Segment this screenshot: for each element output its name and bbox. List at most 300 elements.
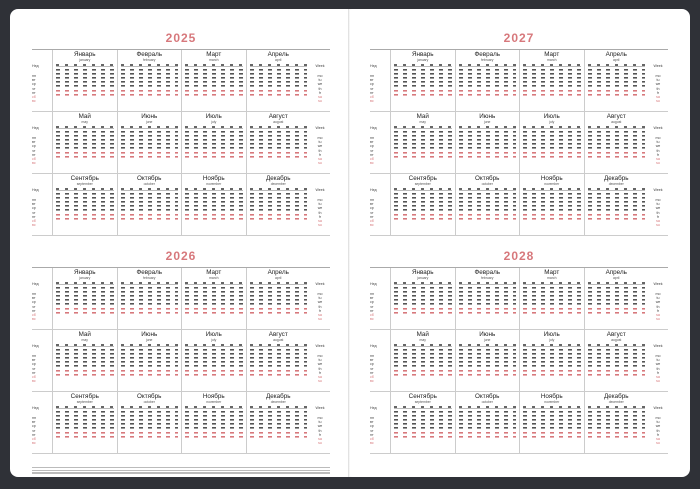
month-cell	[455, 330, 520, 391]
weekday-label: ср	[32, 206, 36, 211]
weekday-label: вс	[32, 223, 36, 228]
weekday-label: sa	[656, 437, 660, 442]
weekday-label: пн	[370, 198, 374, 202]
week-label: Нед	[32, 126, 39, 130]
weekday-label: вт	[370, 358, 374, 363]
month-cell	[246, 174, 311, 235]
month-name: Ноябрь	[540, 393, 563, 400]
month-name-en: february	[143, 58, 156, 62]
month-name: Июль	[543, 331, 560, 338]
month-cell	[584, 330, 649, 391]
month-name-en: june	[484, 120, 491, 124]
weekday-label: tu	[656, 358, 660, 363]
month-name-en: july	[211, 338, 217, 342]
month-name: Октябрь	[475, 393, 500, 400]
weekday-labels-en	[648, 112, 668, 173]
weekday-label: fr	[656, 432, 660, 437]
month-cell	[455, 392, 520, 453]
month-name: Август	[268, 331, 288, 338]
weekday-labels-ru	[370, 268, 390, 329]
weekday-label: пн	[370, 416, 374, 420]
weekday-label: sa	[656, 157, 660, 162]
weekday-label: fr	[656, 308, 660, 313]
weekday-label: сб	[32, 437, 36, 442]
weekday-label: we	[317, 206, 323, 211]
weekday-label: sa	[656, 95, 660, 100]
month-name-en: november	[544, 400, 560, 404]
weekday-labels-ru	[370, 392, 390, 453]
month-cell	[584, 112, 649, 173]
month-cell	[584, 268, 649, 329]
weekday-label: ср	[370, 300, 374, 305]
weekday-label: сб	[32, 95, 36, 100]
weekday-label: su	[656, 161, 660, 166]
quarter-row	[32, 268, 330, 330]
quarter-row	[370, 112, 668, 174]
weekday-label: mo	[317, 136, 323, 140]
weekday-label: th	[656, 366, 660, 371]
weekday-label: ср	[370, 144, 374, 149]
week-label: Week	[653, 282, 663, 286]
weekday-label: вт	[370, 140, 374, 145]
year-title: 2025	[165, 31, 197, 45]
quarter-row	[32, 112, 330, 174]
month-cell	[52, 50, 117, 111]
month-name: Февраль	[136, 51, 163, 58]
weekday-label: чт	[32, 366, 36, 371]
month-name: Март	[544, 269, 560, 276]
weekday-label: we	[317, 362, 323, 367]
month-name-en: january	[79, 58, 91, 62]
weekday-label: fr	[318, 432, 322, 437]
month-name: Февраль	[474, 269, 501, 276]
weekday-label: вс	[32, 161, 36, 166]
month-name: Сентябрь	[408, 175, 437, 182]
weekday-labels-ru	[32, 112, 52, 173]
weekday-label: вт	[32, 140, 36, 145]
month-cell	[455, 112, 520, 173]
weekday-label: mo	[317, 354, 323, 358]
month-cell	[390, 112, 455, 173]
weekday-label: mo	[655, 354, 661, 358]
week-label: Week	[653, 64, 663, 68]
month-name: Июнь	[141, 113, 158, 120]
weekday-label: th	[656, 148, 660, 153]
month-cell	[584, 174, 649, 235]
month-cell	[117, 392, 182, 453]
weekday-label: we	[655, 144, 661, 149]
month-name: Сентябрь	[408, 393, 437, 400]
month-cell	[519, 268, 584, 329]
month-name-en: october	[143, 182, 155, 186]
month-name: Апрель	[267, 51, 289, 58]
week-label: Нед	[370, 344, 377, 348]
weekday-label: сб	[370, 375, 374, 380]
weekday-label: su	[656, 441, 660, 446]
calendar-grid	[370, 49, 668, 236]
weekday-label: su	[318, 441, 322, 446]
weekday-labels-en	[310, 174, 330, 235]
month-name: Март	[544, 51, 560, 58]
month-name-en: january	[417, 276, 429, 280]
month-cell	[390, 392, 455, 453]
month-name: Июнь	[141, 331, 158, 338]
month-name-en: july	[211, 120, 217, 124]
weekday-label: сб	[32, 375, 36, 380]
month-name: Апрель	[605, 269, 627, 276]
footnote	[32, 467, 330, 475]
month-name-en: august	[273, 120, 284, 124]
year-title: 2026	[165, 249, 197, 263]
weekday-label: вс	[370, 441, 374, 446]
weekday-label: пн	[370, 354, 374, 358]
month-name-en: october	[481, 400, 493, 404]
month-cell	[455, 50, 520, 111]
weekday-labels-ru	[370, 174, 390, 235]
month-cell	[246, 112, 311, 173]
month-cell	[181, 268, 246, 329]
week-label: Week	[315, 188, 325, 192]
weekday-label: пт	[32, 90, 36, 95]
weekday-label: su	[656, 223, 660, 228]
weekday-label: su	[318, 99, 322, 104]
weekday-label: пн	[370, 136, 374, 140]
month-name-en: may	[81, 120, 88, 124]
weekday-label: пт	[32, 308, 36, 313]
weekday-label: чт	[370, 148, 374, 153]
week-label: Нед	[370, 282, 377, 286]
weekday-label: сб	[32, 219, 36, 224]
quarter-row	[370, 330, 668, 392]
month-name: Декабрь	[265, 175, 291, 182]
weekday-label: sa	[318, 375, 322, 380]
weekday-label: th	[656, 304, 660, 309]
weekday-label: чт	[370, 86, 374, 91]
weekday-label: tu	[318, 140, 322, 145]
weekday-label: th	[318, 210, 322, 215]
month-name: Декабрь	[265, 393, 291, 400]
month-name-en: december	[270, 400, 286, 404]
weekday-labels-ru	[32, 330, 52, 391]
weekday-label: ср	[370, 424, 374, 429]
weekday-label: сб	[370, 95, 374, 100]
weekday-label: su	[656, 317, 660, 322]
month-name-en: february	[143, 276, 156, 280]
month-name-en: november	[206, 182, 222, 186]
month-name: Январь	[411, 269, 434, 276]
weekday-label: пт	[32, 214, 36, 219]
calendar-grid	[370, 267, 668, 454]
weekday-labels-en	[310, 268, 330, 329]
weekday-label: ср	[32, 144, 36, 149]
weekday-label: tu	[318, 202, 322, 207]
month-cell	[117, 330, 182, 391]
weekday-label: we	[317, 144, 323, 149]
weekday-label: su	[656, 99, 660, 104]
weekday-label: пн	[32, 292, 36, 296]
weekday-label: пт	[32, 370, 36, 375]
year-block-2028	[370, 249, 668, 453]
month-name: Июнь	[479, 113, 496, 120]
month-name-en: april	[275, 58, 282, 62]
weekday-label: ср	[32, 82, 36, 87]
weekday-label: сб	[370, 437, 374, 442]
weekday-label: sa	[656, 313, 660, 318]
weekday-label: пн	[32, 354, 36, 358]
weekday-labels-en	[648, 174, 668, 235]
week-label: Нед	[32, 188, 39, 192]
month-name: Июль	[205, 113, 222, 120]
month-name-en: april	[613, 58, 620, 62]
weekday-label: ср	[32, 424, 36, 429]
quarter-row	[370, 392, 668, 454]
week-label: Week	[653, 188, 663, 192]
weekday-label: tu	[318, 296, 322, 301]
month-name: Август	[268, 113, 288, 120]
calendar-grid	[32, 49, 330, 236]
weekday-label: чт	[32, 304, 36, 309]
month-name: Январь	[73, 269, 96, 276]
month-name-en: september	[414, 182, 431, 186]
weekday-label: вт	[370, 78, 374, 83]
weekday-labels-en	[310, 112, 330, 173]
month-name: Май	[78, 113, 91, 120]
weekday-label: вс	[370, 99, 374, 104]
weekday-label: вт	[32, 296, 36, 301]
month-name: Февраль	[136, 269, 163, 276]
weekday-label: вс	[370, 379, 374, 384]
weekday-labels-ru	[32, 392, 52, 453]
weekday-labels-ru	[370, 330, 390, 391]
weekday-label: th	[656, 86, 660, 91]
calendar-grid	[32, 267, 330, 454]
weekday-label: mo	[655, 198, 661, 202]
weekday-label: tu	[318, 358, 322, 363]
month-cell	[584, 392, 649, 453]
month-cell	[246, 50, 311, 111]
weekday-label: вс	[32, 99, 36, 104]
month-cell	[52, 174, 117, 235]
weekday-label: fr	[656, 152, 660, 157]
weekday-label: tu	[656, 296, 660, 301]
month-name-en: august	[611, 120, 622, 124]
weekday-label: mo	[655, 416, 661, 420]
month-name-en: december	[608, 400, 624, 404]
week-label: Week	[315, 126, 325, 130]
weekday-label: вс	[32, 441, 36, 446]
weekday-label: th	[318, 366, 322, 371]
quarter-row	[32, 50, 330, 112]
weekday-label: we	[317, 424, 323, 429]
month-name-en: august	[273, 338, 284, 342]
week-label: Нед	[32, 64, 39, 68]
weekday-label: fr	[656, 214, 660, 219]
month-name: Январь	[411, 51, 434, 58]
weekday-labels-en	[648, 50, 668, 111]
month-cell	[455, 268, 520, 329]
weekday-label: чт	[32, 428, 36, 433]
weekday-labels-ru	[370, 112, 390, 173]
weekday-label: mo	[317, 416, 323, 420]
weekday-label: fr	[656, 90, 660, 95]
month-cell	[246, 392, 311, 453]
weekday-label: чт	[370, 428, 374, 433]
weekday-label: fr	[656, 370, 660, 375]
weekday-label: вт	[370, 296, 374, 301]
quarter-row	[370, 174, 668, 236]
weekday-labels-en	[310, 392, 330, 453]
month-name: Октябрь	[475, 175, 500, 182]
weekday-label: сб	[32, 313, 36, 318]
weekday-label: sa	[656, 375, 660, 380]
weekday-labels-en	[648, 330, 668, 391]
month-name: Март	[206, 51, 222, 58]
month-cell	[519, 112, 584, 173]
weekday-label: пт	[370, 432, 374, 437]
week-label: Week	[315, 406, 325, 410]
weekday-label: tu	[318, 420, 322, 425]
month-name: Ноябрь	[540, 175, 563, 182]
month-name-en: april	[275, 276, 282, 280]
month-cell	[181, 50, 246, 111]
week-label: Нед	[370, 188, 377, 192]
month-name-en: november	[206, 400, 222, 404]
weekday-label: fr	[318, 214, 322, 219]
weekday-label: пт	[370, 152, 374, 157]
year-title: 2028	[503, 249, 535, 263]
month-cell	[117, 268, 182, 329]
weekday-label: пт	[370, 308, 374, 313]
weekday-label: su	[656, 379, 660, 384]
week-label: Нед	[32, 344, 39, 348]
month-name-en: february	[481, 58, 494, 62]
weekday-label: sa	[318, 437, 322, 442]
month-name: Май	[416, 331, 429, 338]
weekday-label: вт	[32, 202, 36, 207]
weekday-label: fr	[318, 90, 322, 95]
weekday-label: tu	[656, 202, 660, 207]
weekday-label: ср	[370, 206, 374, 211]
month-cell	[52, 112, 117, 173]
weekday-label: mo	[317, 198, 323, 202]
weekday-label: th	[318, 86, 322, 91]
weekday-labels-en	[648, 268, 668, 329]
month-cell	[52, 330, 117, 391]
weekday-label: th	[656, 210, 660, 215]
quarter-row	[370, 50, 668, 112]
month-name-en: february	[481, 276, 494, 280]
week-label: Нед	[32, 406, 39, 410]
year-block-2027	[370, 31, 668, 235]
weekday-label: th	[318, 428, 322, 433]
month-cell	[519, 330, 584, 391]
month-name-en: december	[608, 182, 624, 186]
weekday-label: su	[318, 317, 322, 322]
weekday-label: fr	[318, 152, 322, 157]
year-block-2025	[32, 31, 330, 235]
weekday-label: sa	[318, 219, 322, 224]
weekday-labels-en	[310, 50, 330, 111]
quarter-row	[370, 268, 668, 330]
month-name: Май	[416, 113, 429, 120]
month-name: Ноябрь	[202, 393, 225, 400]
weekday-label: mo	[655, 292, 661, 296]
month-name-en: march	[547, 276, 557, 280]
weekday-label: вт	[32, 420, 36, 425]
weekday-label: пт	[370, 90, 374, 95]
month-name: Апрель	[267, 269, 289, 276]
weekday-label: fr	[318, 370, 322, 375]
weekday-label: вс	[370, 223, 374, 228]
weekday-label: tu	[318, 78, 322, 83]
weekday-labels-en	[310, 330, 330, 391]
weekday-label: пн	[32, 136, 36, 140]
weekday-label: we	[317, 82, 323, 87]
month-name-en: november	[544, 182, 560, 186]
month-name-en: july	[549, 338, 555, 342]
weekday-label: чт	[370, 210, 374, 215]
month-cell	[246, 268, 311, 329]
month-name: Август	[606, 113, 626, 120]
month-name: Январь	[73, 51, 96, 58]
weekday-label: we	[655, 82, 661, 87]
weekday-label: we	[655, 424, 661, 429]
weekday-label: tu	[656, 140, 660, 145]
week-label: Нед	[370, 126, 377, 130]
weekday-label: вт	[32, 78, 36, 83]
year-title: 2027	[503, 31, 535, 45]
month-name-en: september	[76, 182, 93, 186]
year-block-2026	[32, 249, 330, 453]
weekday-label: we	[655, 300, 661, 305]
month-cell	[181, 174, 246, 235]
weekday-label: ср	[370, 82, 374, 87]
week-label: Нед	[370, 406, 377, 410]
weekday-label: tu	[656, 420, 660, 425]
month-name-en: june	[484, 338, 491, 342]
month-name: Октябрь	[137, 393, 162, 400]
month-cell	[390, 268, 455, 329]
weekday-label: tu	[656, 78, 660, 83]
weekday-label: пн	[32, 416, 36, 420]
weekday-label: su	[318, 223, 322, 228]
weekday-label: mo	[317, 292, 323, 296]
month-name-en: march	[209, 276, 219, 280]
weekday-label: вс	[32, 379, 36, 384]
month-cell	[181, 112, 246, 173]
weekday-label: su	[318, 161, 322, 166]
weekday-label: пт	[370, 370, 374, 375]
month-name: Апрель	[605, 51, 627, 58]
weekday-label: sa	[656, 219, 660, 224]
quarter-row	[32, 174, 330, 236]
weekday-label: вт	[32, 358, 36, 363]
weekday-label: sa	[318, 313, 322, 318]
week-label: Week	[315, 282, 325, 286]
month-name: Сентябрь	[70, 393, 99, 400]
weekday-label: вт	[370, 420, 374, 425]
month-name-en: june	[146, 120, 153, 124]
weekday-label: чт	[32, 86, 36, 91]
weekday-label: сб	[370, 313, 374, 318]
month-name: Сентябрь	[70, 175, 99, 182]
weekday-label: сб	[370, 219, 374, 224]
quarter-row	[32, 392, 330, 454]
month-cell	[117, 50, 182, 111]
month-name: Февраль	[474, 51, 501, 58]
week-label: Нед	[32, 282, 39, 286]
weekday-label: пн	[370, 74, 374, 78]
